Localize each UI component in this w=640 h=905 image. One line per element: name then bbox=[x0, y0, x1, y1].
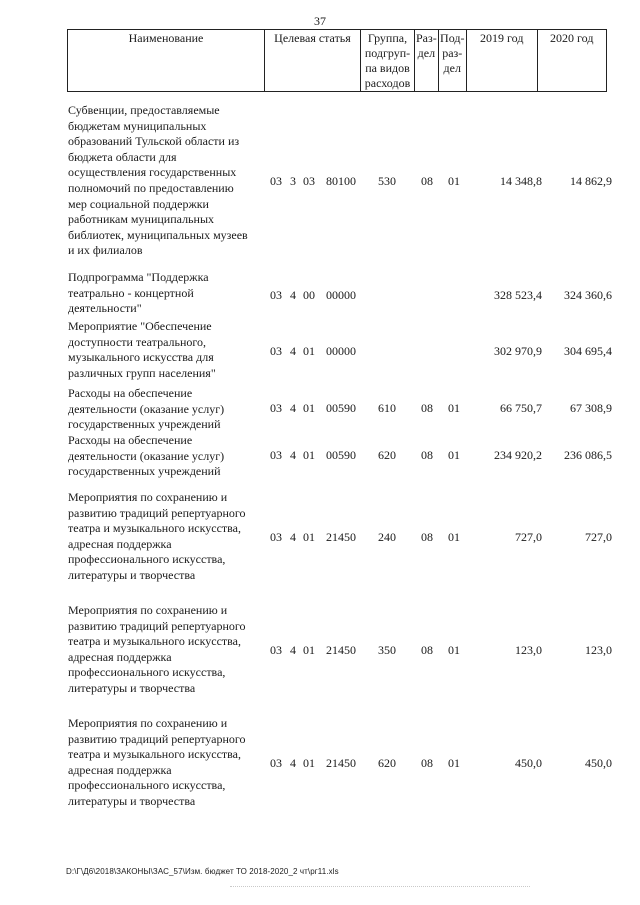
code-program: 03 bbox=[270, 448, 282, 462]
code-program: 03 bbox=[270, 530, 282, 544]
value-2019: 66 750,7 bbox=[500, 401, 542, 415]
code-direction: 21450 bbox=[326, 530, 356, 544]
row-name: Субвенции, предоставляемые бюджетам муниципальных образований Тульской области из бюджета области для осуществления государственных полномочий по предоставлению мер социальной поддержки работникам муниципальных библиотек, муниципальных музеев и их филиалов bbox=[68, 103, 248, 258]
section: 08 bbox=[421, 174, 433, 188]
code-direction: 00000 bbox=[326, 288, 356, 302]
section: 08 bbox=[421, 756, 433, 770]
value-2020: 450,0 bbox=[585, 756, 612, 770]
value-2020: 727,0 bbox=[585, 530, 612, 544]
code-program: 03 bbox=[270, 756, 282, 770]
expense-group: 240 bbox=[378, 530, 396, 544]
expense-group: 610 bbox=[378, 401, 396, 415]
code-program: 03 bbox=[270, 288, 282, 302]
code-event: 03 bbox=[303, 174, 315, 188]
code-program: 03 bbox=[270, 344, 282, 358]
value-2019: 450,0 bbox=[515, 756, 542, 770]
header-2020: 2020 год bbox=[537, 30, 606, 92]
expense-group: 620 bbox=[378, 756, 396, 770]
code-event: 01 bbox=[303, 344, 315, 358]
subsection: 01 bbox=[448, 756, 460, 770]
value-2020: 123,0 bbox=[585, 643, 612, 657]
code-direction: 00590 bbox=[326, 448, 356, 462]
code-subprogram: 3 bbox=[290, 174, 296, 188]
value-2020: 304 695,4 bbox=[564, 344, 612, 358]
subsection: 01 bbox=[448, 643, 460, 657]
code-program: 03 bbox=[270, 174, 282, 188]
row-name: Мероприятие "Обеспечение доступности театрального, музыкального искусства для различных групп населения" bbox=[68, 319, 216, 380]
code-subprogram: 4 bbox=[290, 530, 296, 544]
scan-artifact-line bbox=[230, 886, 530, 888]
value-2020: 67 308,9 bbox=[570, 401, 612, 415]
code-program: 03 bbox=[270, 643, 282, 657]
expense-group: 350 bbox=[378, 643, 396, 657]
value-2019: 328 523,4 bbox=[494, 288, 542, 302]
header-section: Раз- дел bbox=[415, 30, 439, 92]
subsection: 01 bbox=[448, 448, 460, 462]
row-name: Подпрограмма "Поддержка театрально - концертной деятельности" bbox=[68, 270, 209, 316]
code-subprogram: 4 bbox=[290, 756, 296, 770]
code-subprogram: 4 bbox=[290, 643, 296, 657]
expense-group: 620 bbox=[378, 448, 396, 462]
value-2020: 236 086,5 bbox=[564, 448, 612, 462]
code-direction: 00000 bbox=[326, 344, 356, 358]
section: 08 bbox=[421, 530, 433, 544]
row-name: Мероприятия по сохранению и развитию традиций репертуарного театра и музыкального искусства, адресная поддержка профессионального искусства, литературы и творчества bbox=[68, 603, 246, 695]
expense-group: 530 bbox=[378, 174, 396, 188]
code-event: 01 bbox=[303, 530, 315, 544]
page-number: 37 bbox=[314, 14, 326, 28]
section: 08 bbox=[421, 643, 433, 657]
code-program: 03 bbox=[270, 401, 282, 415]
value-2020: 324 360,6 bbox=[564, 288, 612, 302]
value-2020: 14 862,9 bbox=[570, 174, 612, 188]
header-2019: 2019 год bbox=[466, 30, 537, 92]
code-subprogram: 4 bbox=[290, 288, 296, 302]
code-subprogram: 4 bbox=[290, 448, 296, 462]
subsection: 01 bbox=[448, 530, 460, 544]
row-name: Расходы на обеспечение деятельности (оказание услуг) государственных учреждений bbox=[68, 386, 225, 432]
value-2019: 727,0 bbox=[515, 530, 542, 544]
code-direction: 00590 bbox=[326, 401, 356, 415]
code-subprogram: 4 bbox=[290, 344, 296, 358]
header-subsection: Под- раз- дел bbox=[438, 30, 466, 92]
code-subprogram: 4 bbox=[290, 401, 296, 415]
code-event: 01 bbox=[303, 401, 315, 415]
value-2019: 234 920,2 bbox=[494, 448, 542, 462]
code-direction: 80100 bbox=[326, 174, 356, 188]
header-name: Наименование bbox=[68, 30, 265, 92]
code-event: 00 bbox=[303, 288, 315, 302]
row-name: Мероприятия по сохранению и развитию традиций репертуарного театра и музыкального искусства, адресная поддержка профессионального искусства, литературы и творчества bbox=[68, 716, 246, 808]
row-name: Расходы на обеспечение деятельности (оказание услуг) государственных учреждений bbox=[68, 433, 225, 479]
code-direction: 21450 bbox=[326, 643, 356, 657]
code-event: 01 bbox=[303, 448, 315, 462]
value-2019: 14 348,8 bbox=[500, 174, 542, 188]
footer-file-path: D:\Г\Д6\2018\ЗАКОНЫ\ЗАС_57\Изм. бюджет ТО 2018-2020_2 чт\рг11.xls bbox=[66, 867, 339, 876]
code-event: 01 bbox=[303, 643, 315, 657]
header-group: Группа, подгруп- па видов расходов bbox=[361, 30, 415, 92]
subsection: 01 bbox=[448, 174, 460, 188]
value-2019: 302 970,9 bbox=[494, 344, 542, 358]
section: 08 bbox=[421, 401, 433, 415]
section: 08 bbox=[421, 448, 433, 462]
row-name: Мероприятия по сохранению и развитию традиций репертуарного театра и музыкального искусства, адресная поддержка профессионального искусства, литературы и творчества bbox=[68, 490, 246, 582]
code-direction: 21450 bbox=[326, 756, 356, 770]
value-2019: 123,0 bbox=[515, 643, 542, 657]
code-event: 01 bbox=[303, 756, 315, 770]
subsection: 01 bbox=[448, 401, 460, 415]
table-header bbox=[67, 29, 607, 92]
header-target-article: Целевая статья bbox=[265, 30, 361, 92]
